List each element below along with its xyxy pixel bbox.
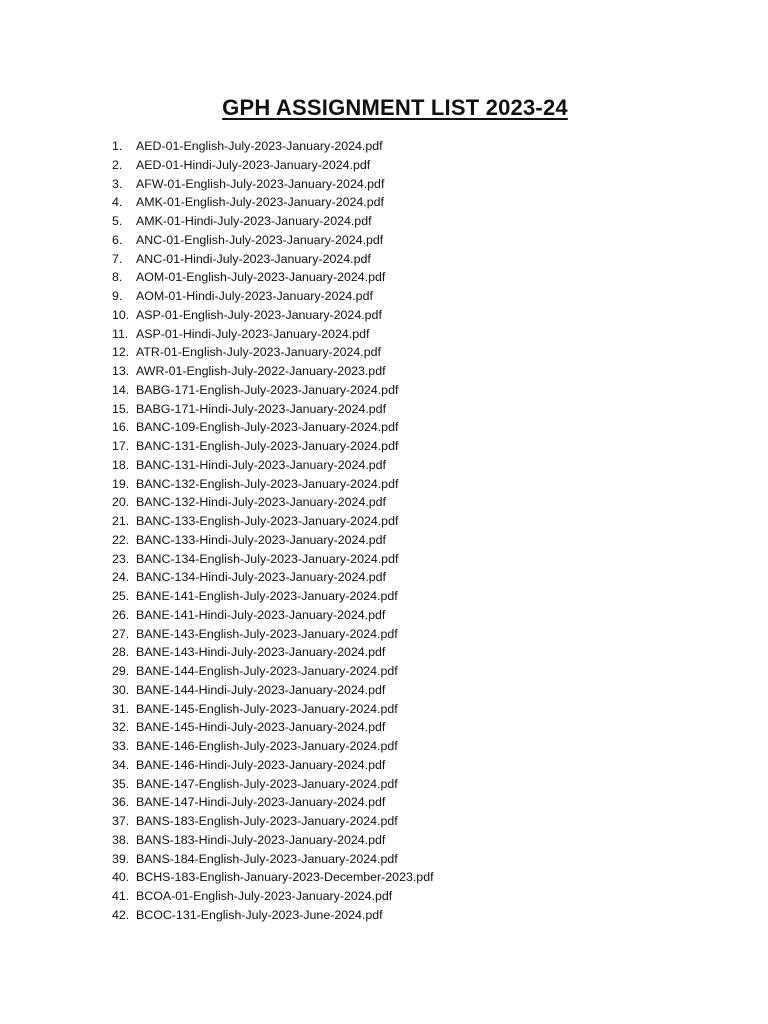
list-item-number: 8. (112, 270, 123, 285)
list-item (112, 643, 434, 662)
list-item-number: 16. (112, 420, 130, 435)
list-item-filename: BCOA-01-English-July-2023-January-2024.pdf (136, 889, 393, 903)
list-item (112, 700, 434, 719)
list-item (112, 568, 434, 587)
list-item-number: 31. (112, 701, 130, 716)
list-item-filename: BANC-133-Hindi-July-2023-January-2024.pdf (136, 532, 387, 547)
list-item-filename: AED-01-Hindi-July-2023-January-2024.pdf (136, 157, 371, 172)
list-item-number: 3. (112, 176, 123, 191)
list-item (112, 512, 434, 531)
list-item-number: 23. (112, 551, 130, 566)
list-item (112, 475, 434, 494)
list-item (112, 193, 434, 212)
list-item (112, 343, 434, 362)
list-item (112, 212, 434, 231)
list-item-filename: BANC-133-English-July-2023-January-2024.pdf (136, 514, 399, 528)
list-item-filename: BABG-171-Hindi-July-2023-January-2024.pdf (136, 401, 387, 416)
list-item-filename: BABG-171-English-July-2023-January-2024.pdf (136, 382, 399, 397)
list-item-number: 37. (112, 814, 130, 828)
list-item-filename: BANC-131-Hindi-July-2023-January-2024.pdf (136, 457, 387, 472)
list-item-filename: BANC-132-Hindi-July-2023-January-2024.pdf (136, 495, 387, 510)
list-item-number: 19. (112, 476, 130, 491)
list-item-filename: BANE-143-English-July-2023-January-2024.pdf (136, 626, 398, 641)
list-item-filename: AWR-01-English-July-2022-January-2023.pdf (136, 364, 386, 378)
list-item-filename: BANE-141-Hindi-July-2023-January-2024.pdf (136, 607, 386, 622)
list-item-filename: BANE-146-English-July-2023-January-2024.pdf (136, 739, 398, 753)
assignment-list (112, 137, 434, 925)
list-item (112, 381, 434, 400)
list-item-filename: BANE-147-English-July-2023-January-2024.pdf (136, 776, 398, 791)
list-item-number: 7. (112, 251, 123, 266)
list-item-filename: BANE-145-Hindi-July-2023-January-2024.pdf (136, 720, 386, 735)
list-item-number: 12. (112, 345, 130, 360)
list-item-number: 40. (112, 870, 130, 885)
list-item (112, 606, 434, 625)
list-item (112, 400, 434, 419)
list-item-number: 21. (112, 514, 130, 528)
list-item-number: 22. (112, 532, 130, 547)
list-item-number: 30. (112, 682, 130, 697)
list-item (112, 793, 434, 812)
list-item-filename: BANC-131-English-July-2023-January-2024.pdf (136, 439, 399, 453)
list-item (112, 531, 434, 550)
list-item-number: 2. (112, 157, 123, 172)
list-item (112, 268, 434, 287)
list-item (112, 456, 434, 475)
list-item-number: 29. (112, 664, 130, 678)
list-item-filename: BANC-132-English-July-2023-January-2024.pdf (136, 476, 399, 491)
list-item-filename: AFW-01-English-July-2023-January-2024.pdf (136, 176, 385, 191)
list-item-number: 27. (112, 626, 130, 641)
list-item (112, 156, 434, 175)
list-item (112, 662, 434, 681)
list-item-number: 39. (112, 851, 130, 866)
list-item-filename: ASP-01-Hindi-July-2023-January-2024.pdf (136, 326, 370, 341)
list-item (112, 625, 434, 644)
list-item-filename: BANE-145-English-July-2023-January-2024.pdf (136, 701, 398, 716)
list-item-number: 42. (112, 907, 130, 922)
page-title: GPH ASSIGNMENT LIST 2023-24 (222, 95, 568, 120)
list-item-filename: AMK-01-English-July-2023-January-2024.pdf (136, 195, 384, 210)
list-item-number: 25. (112, 589, 130, 603)
list-item-number: 20. (112, 495, 130, 510)
list-item-number: 34. (112, 757, 130, 772)
list-item-number: 35. (112, 776, 130, 791)
list-item-filename: BCOC-131-English-July-2023-June-2024.pdf (136, 907, 383, 922)
list-item-number: 26. (112, 607, 130, 622)
list-item (112, 325, 434, 344)
list-item-filename: AMK-01-Hindi-July-2023-January-2024.pdf (136, 214, 372, 228)
list-item-number: 32. (112, 720, 130, 735)
list-item (112, 437, 434, 456)
list-item (112, 887, 434, 906)
list-item-filename: AED-01-English-July-2023-January-2024.pdf (136, 139, 383, 153)
list-item-number: 33. (112, 739, 130, 753)
list-item-number: 38. (112, 832, 130, 847)
list-item-filename: ANC-01-English-July-2023-January-2024.pdf (136, 232, 384, 247)
list-item (112, 850, 434, 869)
list-item-filename: BANE-147-Hindi-July-2023-January-2024.pdf (136, 795, 386, 810)
list-item-number: 11. (112, 326, 129, 341)
list-item (112, 231, 434, 250)
list-item (112, 812, 434, 831)
list-item (112, 287, 434, 306)
list-item-number: 10. (112, 307, 130, 322)
list-item (112, 306, 434, 325)
list-item-number: 6. (112, 232, 123, 247)
list-item (112, 250, 434, 269)
list-item-filename: AOM-01-Hindi-July-2023-January-2024.pdf (136, 289, 373, 303)
list-item-filename: ANC-01-Hindi-July-2023-January-2024.pdf (136, 251, 371, 266)
list-item-number: 13. (112, 364, 130, 378)
list-item (112, 493, 434, 512)
list-item-number: 9. (112, 289, 123, 303)
list-item (112, 175, 434, 194)
list-item-filename: ATR-01-English-July-2023-January-2024.pdf (136, 345, 381, 360)
list-item (112, 775, 434, 794)
list-item-filename: BANE-144-Hindi-July-2023-January-2024.pdf (136, 682, 386, 697)
list-item-number: 1. (112, 139, 123, 153)
list-item-number: 41. (112, 889, 130, 903)
list-item-number: 18. (112, 457, 130, 472)
list-item (112, 737, 434, 756)
list-item (112, 906, 434, 925)
list-item-filename: BANE-141-English-July-2023-January-2024.pdf (136, 589, 398, 603)
list-item (112, 587, 434, 606)
list-item (112, 137, 434, 156)
list-item-filename: BCHS-183-English-January-2023-December-2023.pdf (136, 870, 434, 885)
list-item-filename: BANE-143-Hindi-July-2023-January-2024.pdf (136, 645, 386, 660)
list-item-filename: BANC-134-Hindi-July-2023-January-2024.pdf (136, 570, 387, 585)
list-item (112, 756, 434, 775)
list-item-number: 15. (112, 401, 130, 416)
list-item-number: 28. (112, 645, 130, 660)
list-item-number: 5. (112, 214, 123, 228)
list-item-filename: BANS-183-Hindi-July-2023-January-2024.pdf (136, 832, 386, 847)
list-item-filename: BANC-109-English-July-2023-January-2024.pdf (136, 420, 399, 435)
list-item-filename: BANE-144-English-July-2023-January-2024.pdf (136, 664, 398, 678)
list-item (112, 418, 434, 437)
list-item (112, 868, 434, 887)
list-item-filename: AOM-01-English-July-2023-January-2024.pdf (136, 270, 386, 285)
list-item-filename: BANC-134-English-July-2023-January-2024.pdf (136, 551, 399, 566)
list-item-filename: BANS-184-English-July-2023-January-2024.pdf (136, 851, 398, 866)
list-item-number: 4. (112, 195, 123, 210)
list-item-filename: BANE-146-Hindi-July-2023-January-2024.pdf (136, 757, 386, 772)
list-item (112, 718, 434, 737)
list-item-number: 36. (112, 795, 130, 810)
list-item (112, 362, 434, 381)
list-item (112, 831, 434, 850)
list-item-number: 24. (112, 570, 130, 585)
list-item-number: 17. (112, 439, 130, 453)
list-item-number: 14. (112, 382, 130, 397)
list-item (112, 681, 434, 700)
list-item-filename: BANS-183-English-July-2023-January-2024.pdf (136, 814, 398, 828)
list-item-filename: ASP-01-English-July-2023-January-2024.pdf (136, 307, 382, 322)
list-item (112, 550, 434, 569)
